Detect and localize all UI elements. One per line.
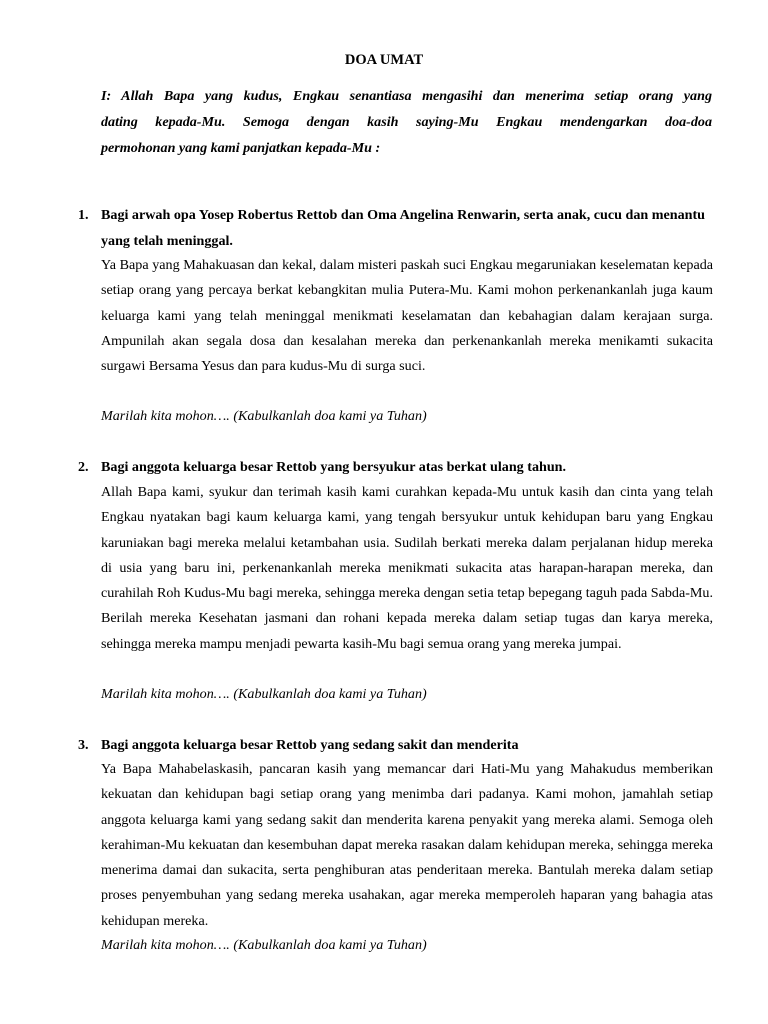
intro-line: dating kepada-Mu. Semoga dengan kasih saying-Mu Engkau mendengarkan doa-doa — [101, 114, 712, 130]
intro-paragraph — [101, 83, 712, 161]
item-response: Marilah kita mohon…. (Kabulkanlah doa kami ya Tuhan) — [101, 408, 427, 424]
intro-line: I: Allah Bapa yang kudus, Engkau senantiasa mengasihi dan menerima setiap orang yang — [101, 88, 712, 104]
item-heading: Bagi arwah opa Yosep Robertus Rettob dan Oma Angelina Renwarin, serta anak, cucu dan menantu yang telah meninggal. — [101, 207, 705, 249]
item-body: Ya Bapa Mahabelaskasih, pancaran kasih yang memancar dari Hati-Mu yang Mahakudus memberikan kekuatan dan kehidupan bagi setiap orang yang menimba dari padanya. Kami mohon, jamahlah setiap anggota keluarga kami yang sedang sakit dan menderita karena penyakit yang mereka alami. Semoga oleh kerahiman-Mu kekuatan dan kesembuhan dapat mereka rasakan dalam kehidupan mereka, sehingga mereka menerima damai dan sukacita, serta penghiburan atas penderitaan mereka. Bantulah mereka dalam setiap proses penyembuhan yang sedang mereka usahakan, agar mereka memperoleh haparan yang bahagia atas kehidupan mereka. — [101, 761, 713, 929]
item-number: 1. — [78, 207, 89, 223]
item-response: Marilah kita mohon…. (Kabulkanlah doa kami ya Tuhan) — [101, 686, 427, 702]
page-title: DOA UMAT — [344, 52, 424, 68]
item-number: 3. — [78, 737, 89, 753]
item-number: 2. — [78, 459, 89, 475]
item-heading: Bagi anggota keluarga besar Rettob yang sedang sakit dan menderita — [101, 737, 519, 753]
item-body: Ya Bapa yang Mahakuasan dan kekal, dalam misteri paskah suci Engkau megaruniakan keselematan kepada setiap orang yang percaya berkat kebangkitan mulia Putera-Mu. Kami mohon perkenankanlah juga kaum keluarga kami yang telah meninggal menikmati keselamatan dan kebahagian dalam kerajaan surga. Ampunilah akan segala dosa dan kesalahan mereka dan perkenankanlah mereka menikamti sukacita surgawi Bersama Yesus dan para kudus-Mu di surga suci. — [101, 257, 713, 375]
item-body: Allah Bapa kami, syukur dan terimah kasih kami curahkan kepada-Mu untuk kasih dan cinta yang telah Engkau nyatakan bagi kaum keluarga kami, yang tengah bersyukur untuk kehidupan baru yang Engkau karuniakan bagi mereka melalui ketambahan usia. Sudilah berkati mereka dalam perjalanan hidup mereka di usia yang baru ini, perkenankanlah mereka menikmati sukacita atas harapan-harapan mereka, dan curahilah Roh Kudus-Mu bagi mereka, sehingga mereka dengan setia tetap bepegang taguh pada Sabda-Mu. Berilah mereka Kesehatan jasmani dan rohani kepada mereka dalam setiap tugas dan karya mereka, sehingga mereka mampu menjadi pewarta kasih-Mu bagi semua orang yang mereka jumpai. — [101, 484, 713, 652]
item-heading: Bagi anggota keluarga besar Rettob yang bersyukur atas berkat ulang tahun. — [101, 459, 567, 475]
intro-line: permohonan yang kami panjatkan kepada-Mu : — [101, 140, 381, 156]
item-response: Marilah kita mohon…. (Kabulkanlah doa kami ya Tuhan) — [101, 937, 427, 953]
